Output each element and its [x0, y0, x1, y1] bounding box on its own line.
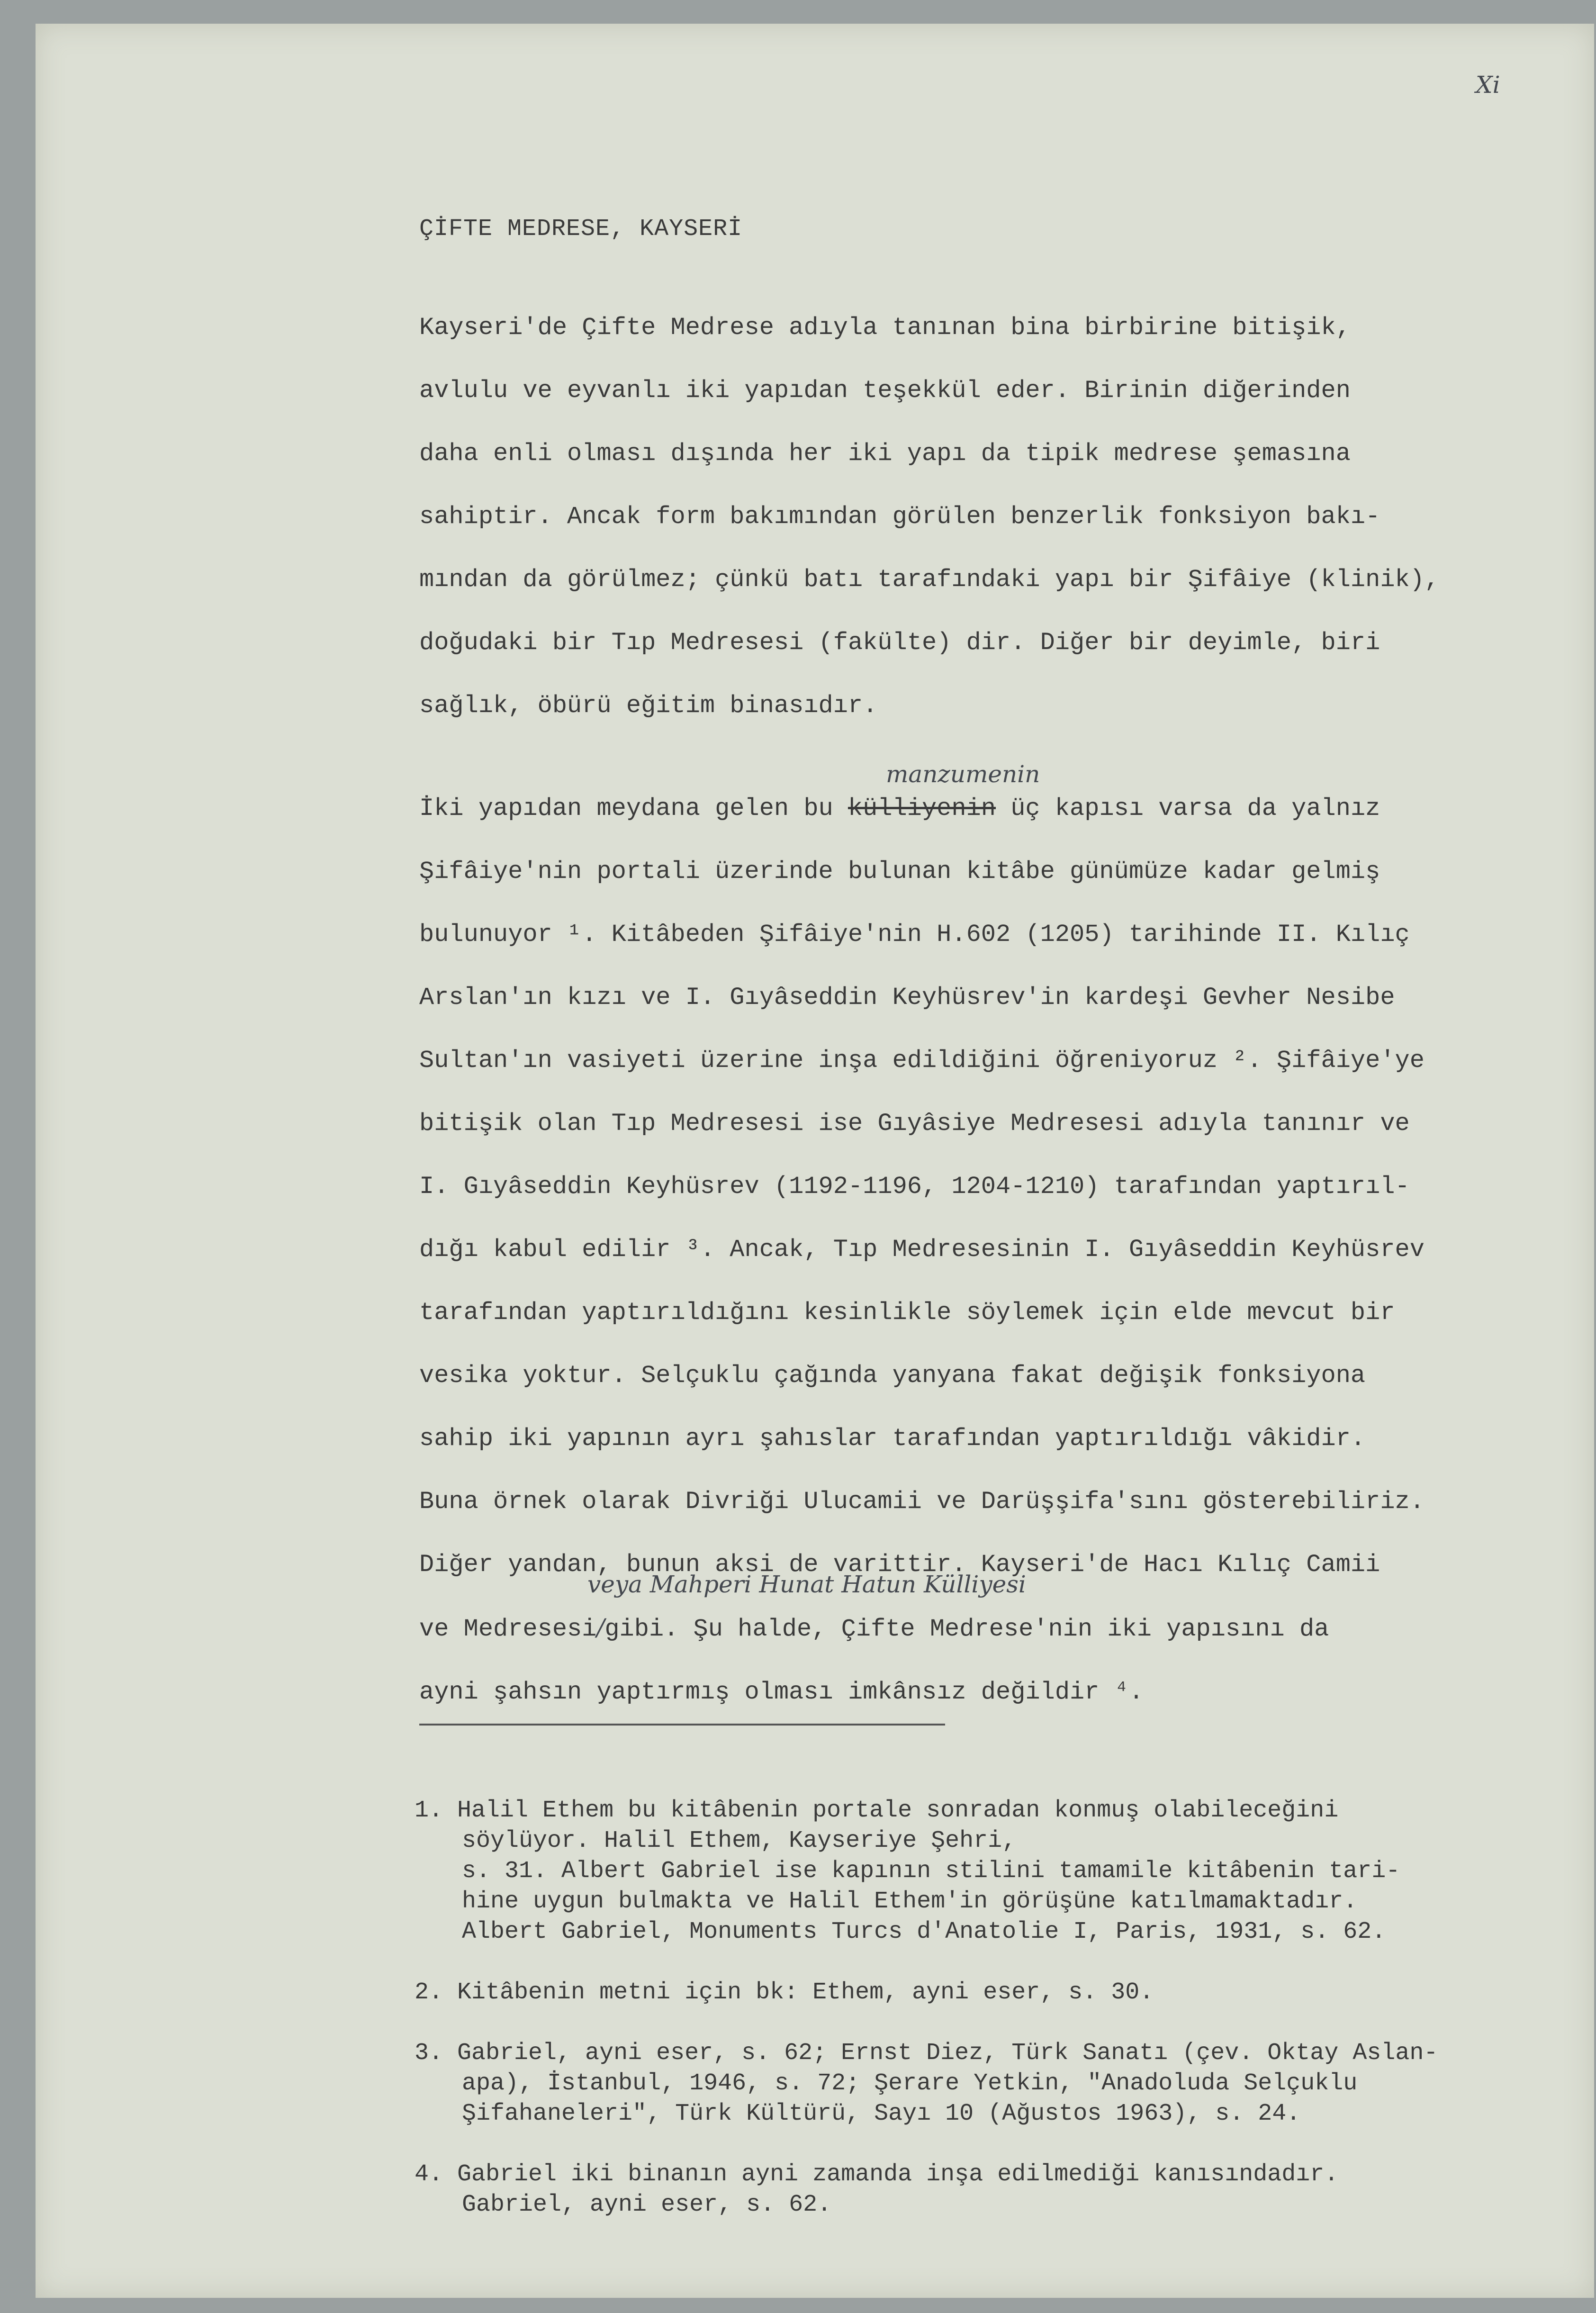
text-line: sahiptir. Ancak form bakımından görülen benzerlik fonksiyon bakı-: [419, 503, 1380, 531]
text-line: sahip iki yapının ayrı şahıslar tarafından yaptırıldığı vâkidir.: [419, 1425, 1366, 1453]
text-line: mından da görülmez; çünkü batı tarafındaki yapı bir Şifâiye (klinik),: [419, 566, 1440, 594]
footnote-line: 3. Gabriel, ayni eser, s. 62; Ernst Diez, Türk Sanatı (çev. Oktay Aslan-: [415, 2040, 1438, 2067]
text-line: Kayseri'de Çifte Medrese adıyla tanınan bina birbirine bitişik,: [419, 314, 1351, 342]
text-line: I. Gıyâseddin Keyhüsrev (1192-1196, 1204-1210) tarafından yaptırıl-: [419, 1173, 1410, 1201]
text-line: Diğer yandan, bunun aksi de varittir. Kayseri'de Hacı Kılıç Camii: [419, 1551, 1380, 1579]
footnote-line: Albert Gabriel, Monuments Turcs d'Anatolie I, Paris, 1931, s. 62.: [462, 1918, 1386, 1945]
footnote-line: 1. Halil Ethem bu kitâbenin portale sonradan konmuş olabileceğini: [415, 1797, 1339, 1824]
footnote-3: [415, 2038, 1561, 2129]
footnotes: [415, 1796, 1561, 2250]
text-segment: İki yapıdan meydana gelen bu: [419, 795, 848, 822]
text-line: vesika yoktur. Selçuklu çağında yanyana fakat değişik fonksiyona: [419, 1362, 1366, 1390]
text-line: Arslan'ın kızı ve I. Gıyâseddin Keyhüsrev'in kardeşi Gevher Nesibe: [419, 984, 1395, 1012]
footnote-4: [415, 2159, 1561, 2220]
text-segment: üç kapısı varsa da yalnız: [996, 795, 1380, 822]
text-line: bulunuyor ¹. Kitâbeden Şifâiye'nin H.602 (1205) tarihinde II. Kılıç: [419, 921, 1410, 949]
text-line: doğudaki bir Tıp Medresesi (fakülte) dir. Diğer bir deyimle, biri: [419, 629, 1380, 657]
handwritten-insertion: veya Mahperi Hunat Hatun Külliyesi: [587, 1571, 1026, 1598]
text-line: avlulu ve eyvanlı iki yapıdan teşekkül eder. Birinin diğerinden: [419, 377, 1351, 405]
text-segment: gibi. Şu halde, Çifte Medrese'nin iki yapısını da: [604, 1615, 1329, 1643]
text-line: Buna örnek olarak Divriği Ulucamii ve Darüşşifa'sını gösterebiliriz.: [419, 1488, 1425, 1516]
text-line: bitişik olan Tıp Medresesi ise Gıyâsiye Medresesi adıyla tanınır ve: [419, 1110, 1410, 1138]
text-line: tarafından yaptırıldığını kesinlikle söylemek için elde mevcut bir: [419, 1299, 1395, 1327]
text-line: dığı kabul edilir ³. Ancak, Tıp Medresesinin I. Gıyâseddin Keyhüsrev: [419, 1236, 1425, 1264]
footnote-line: s. 31. Albert Gabriel ise kapının stilini tamamile kitâbenin tari-: [462, 1858, 1400, 1885]
text-line: Sultan'ın vasiyeti üzerine inşa edildiğini öğreniyoruz ². Şifâiye'ye: [419, 1047, 1425, 1075]
text-segment: ve Medresesi: [419, 1615, 597, 1643]
footnote-line: apa), İstanbul, 1946, s. 72; Şerare Yetkin, "Anadoluda Selçuklu: [462, 2070, 1358, 2097]
document-page: [36, 24, 1594, 2298]
footnote-line: Gabriel, ayni eser, s. 62.: [462, 2191, 832, 2218]
handwritten-page-number: Xi: [1476, 71, 1500, 99]
document-title: ÇİFTE MEDRESE, KAYSERİ: [419, 216, 743, 243]
struck-word: külliyenin: [848, 795, 996, 822]
footnote-divider: [419, 1724, 945, 1726]
footnote-1: [415, 1796, 1561, 1947]
footnote-line: söylüyor. Halil Ethem, Kayseriye Şehri,: [462, 1827, 1017, 1854]
footnote-line: 4. Gabriel iki binanın ayni zamanda inşa edilmediği kanısındadır.: [415, 2161, 1339, 2188]
handwritten-insert-mark: /: [596, 1614, 605, 1641]
text-line: sağlık, öbürü eğitim binasıdır.: [419, 692, 878, 720]
text-line: daha enli olması dışında her iki yapı da tipik medrese şemasına: [419, 440, 1351, 468]
text-line: [419, 1596, 1547, 1661]
handwritten-correction: manzumenin: [886, 760, 1040, 788]
paragraph-1: [419, 296, 1547, 737]
footnote-line: 2. Kitâbenin metni için bk: Ethem, ayni eser, s. 30.: [415, 1979, 1154, 2006]
footnote-2: [415, 1978, 1561, 2008]
text-line: Şifâiye'nin portali üzerinde bulunan kitâbe günümüze kadar gelmiş: [419, 858, 1380, 885]
text-line: ayni şahsın yaptırmış olması imkânsız değildir ⁴.: [419, 1678, 1144, 1706]
footnote-line: Şifahaneleri", Türk Kültürü, Sayı 10 (Ağustos 1963), s. 24.: [462, 2100, 1301, 2127]
text-line: [419, 777, 1547, 840]
footnote-line: hine uygun bulmakta ve Halil Ethem'in görüşüne katılmamaktadır.: [462, 1888, 1358, 1915]
